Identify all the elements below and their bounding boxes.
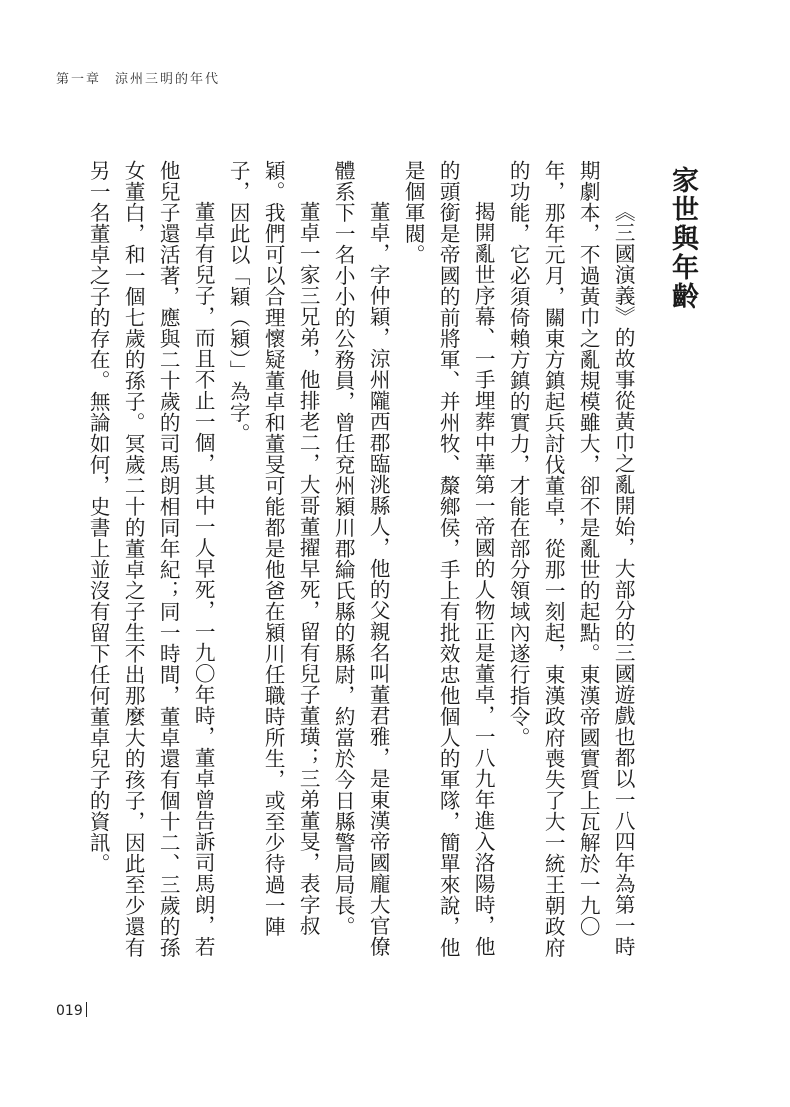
section-heading: 家世與年齡 — [667, 166, 698, 311]
page-number-rule — [86, 1002, 88, 1017]
paragraph: 董卓有兒子，而且不止一個，其中一人早死，一九〇年時，董卓曾告訴司馬朗，若他兒子還活著，應與二十歲的司馬朗相同年紀；同一時間，董卓還有個十二、三歲的孫女董白，和一個七歲的孫子。冥歲二十的董卓之子生不出那麼大的孩子，因此至少還有另一名董卓之子的存在。無論如何，史書上並沒有留下任何董卓兒子的資訊。 — [86, 160, 216, 958]
paragraph: 揭開亂世序幕、一手埋葬中華第一帝國的人物正是董卓，一八九年進入洛陽時，他的頭銜是帝國的前將軍、并州牧、斄鄉侯，手上有批效忠他個人的軍隊，簡單來說，他是個軍閥。 — [401, 160, 496, 958]
section-body — [82, 160, 640, 960]
text-block — [82, 160, 702, 960]
running-head — [56, 68, 220, 87]
page-number-text: 019 — [56, 1003, 83, 1019]
paragraph: 董卓，字仲穎，涼州隴西郡臨洮縣人，他的父親名叫董君雅，是東漢帝國龐大官僚體系下一名小小的公務員，曾任兗州潁川郡綸氏縣的縣尉，約當於今日縣警局局長。 — [331, 160, 391, 958]
chapter-title: 涼州三明的年代 — [115, 72, 221, 87]
chapter-number: 第一章 — [56, 72, 102, 87]
page-number — [56, 1002, 87, 1019]
paragraph: 《三國演義》的故事從黃巾之亂開始，大部分的三國遊戲也都以一八四年為第一時期劇本，不過黃巾之亂規模雖大，卻不是亂世的起點。東漢帝國實質上瓦解於一九〇年，那年元月，關東方鎮起兵討伐董卓，從那一刻起，東漢政府喪失了大一統王朝政府的功能，它必須倚賴方鎮的實力，才能在部分領域內遂行指令。 — [506, 160, 636, 958]
paragraph: 董卓一家三兄弟，他排老二，大哥董擢早死，留有兒子董璜；三弟董旻，表字叔穎。我們可以合理懷疑董卓和董旻可能都是他爸在潁川任職時所生，或至少待過一陣子，因此以「穎（潁）」為字。 — [226, 160, 321, 937]
